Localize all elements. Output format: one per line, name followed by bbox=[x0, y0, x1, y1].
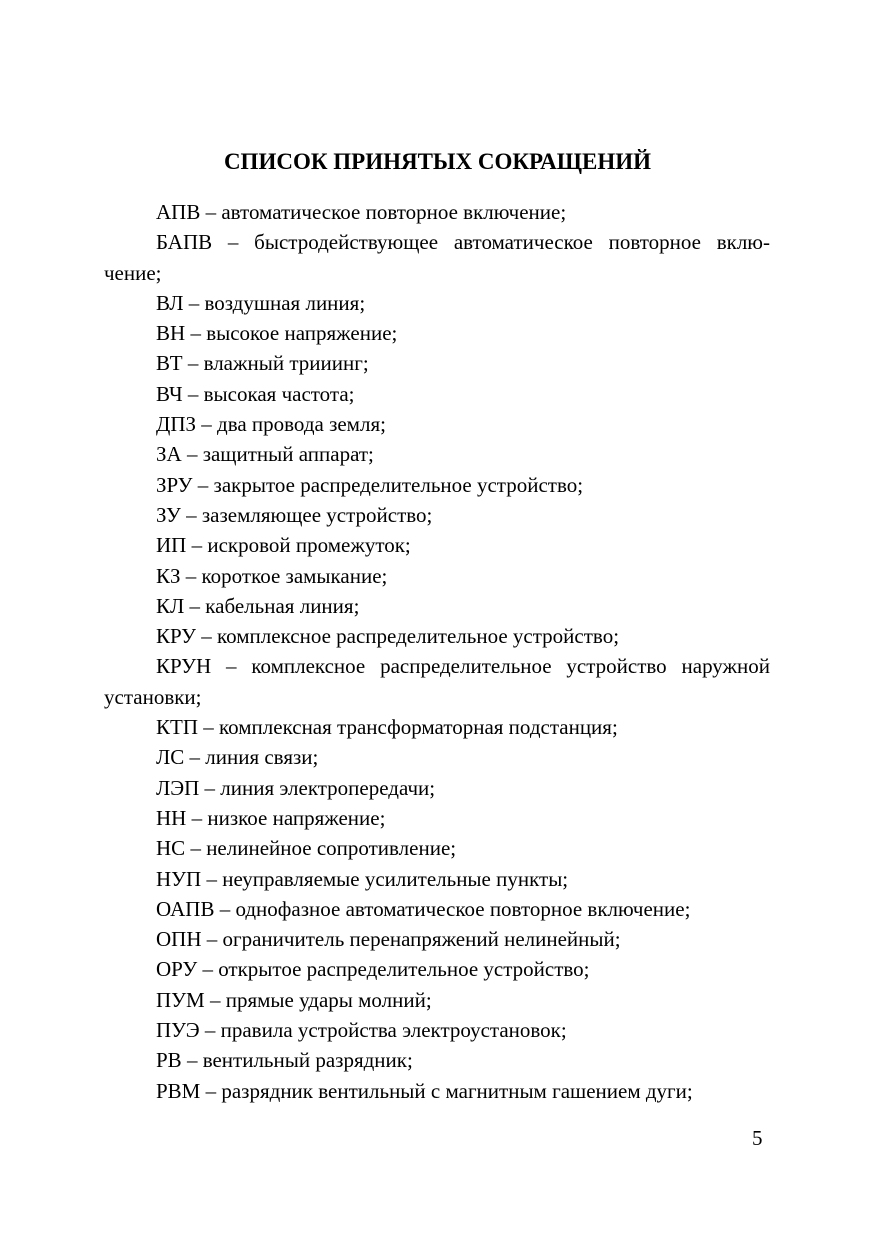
separator: – bbox=[211, 654, 252, 679]
definition: автоматическое повторное включение; bbox=[221, 200, 567, 224]
list-item bbox=[104, 742, 770, 772]
abbreviation: ПУМ bbox=[156, 987, 205, 1012]
separator: – bbox=[201, 866, 223, 891]
separator: – bbox=[181, 442, 203, 467]
definition: искровой промежуток; bbox=[207, 533, 411, 558]
definition: заземляющее устройство; bbox=[201, 502, 433, 527]
definition: однофазное автоматическое повторное включение; bbox=[235, 896, 691, 921]
list-item bbox=[104, 924, 770, 954]
list-item bbox=[104, 470, 770, 500]
page-title: СПИСОК ПРИНЯТЫХ СОКРАЩЕНИЙ bbox=[223, 149, 652, 174]
definition: открытое распределительное устройство; bbox=[218, 957, 590, 982]
list-item bbox=[104, 773, 770, 803]
abbreviation: КТП bbox=[156, 715, 198, 740]
list-item bbox=[104, 561, 770, 591]
definition: два провода земля; bbox=[217, 412, 386, 437]
abbreviation: БАПВ bbox=[156, 230, 213, 255]
separator: – bbox=[196, 624, 218, 649]
list-item bbox=[104, 227, 770, 288]
definition: неуправляемые усилительные пункты; bbox=[222, 866, 569, 891]
abbreviation: ПУЭ bbox=[156, 1018, 200, 1043]
definition: высокая частота; bbox=[203, 381, 355, 406]
definition: комплексная трансформаторная подстанция; bbox=[219, 715, 618, 740]
definition: воздушная линия; bbox=[204, 290, 366, 315]
list-item bbox=[104, 894, 770, 924]
separator: – bbox=[212, 230, 255, 255]
abbreviation: ЛС bbox=[156, 745, 185, 770]
separator: – bbox=[192, 472, 214, 497]
abbreviation: ЗУ bbox=[156, 502, 181, 527]
list-item bbox=[104, 1015, 770, 1045]
separator: – bbox=[184, 593, 206, 618]
list-item bbox=[104, 318, 770, 348]
abbreviation: ИП bbox=[156, 533, 187, 558]
abbreviation: ВН bbox=[156, 321, 186, 346]
abbreviation: ВЛ bbox=[156, 290, 184, 315]
list-item bbox=[104, 712, 770, 742]
definition: низкое напряжение; bbox=[207, 805, 386, 830]
definition: кабельная линия; bbox=[205, 593, 360, 618]
definition: влажный трииинг; bbox=[203, 351, 369, 376]
abbreviation-list bbox=[104, 197, 770, 1106]
list-item bbox=[104, 379, 770, 409]
definition: вентильный разрядник; bbox=[202, 1048, 413, 1073]
list-item bbox=[104, 500, 770, 530]
separator: – bbox=[186, 533, 208, 558]
list-item bbox=[104, 985, 770, 1015]
separator: – bbox=[201, 927, 223, 952]
abbreviation: КЛ bbox=[156, 593, 185, 618]
abbreviation: НН bbox=[156, 805, 187, 830]
separator: – bbox=[200, 1078, 222, 1103]
definition: линия связи; bbox=[205, 745, 319, 770]
separator: – bbox=[183, 290, 205, 315]
separator: – bbox=[180, 502, 202, 527]
definition: быстродействующее автоматическое повторное вклю-чение; bbox=[104, 230, 770, 285]
separator: – bbox=[184, 745, 206, 770]
abbreviation: ОПН bbox=[156, 927, 202, 952]
definition: линия электропередачи; bbox=[220, 775, 436, 800]
definition: короткое замыкание; bbox=[201, 563, 388, 588]
list-item bbox=[104, 288, 770, 318]
separator: – bbox=[185, 321, 207, 346]
abbreviation: ЗА bbox=[156, 442, 182, 467]
page-number: 5 bbox=[752, 1126, 763, 1150]
list-item bbox=[104, 1045, 770, 1075]
separator: – bbox=[199, 775, 221, 800]
list-item bbox=[104, 651, 770, 712]
separator: – bbox=[200, 200, 222, 224]
list-item bbox=[104, 409, 770, 439]
separator: – bbox=[197, 957, 219, 982]
separator: – bbox=[181, 1048, 203, 1073]
abbreviation: КРУ bbox=[156, 624, 197, 649]
list-item bbox=[104, 864, 770, 894]
list-item bbox=[104, 439, 770, 469]
definition: разрядник вентильный с магнитным гашением дуги; bbox=[221, 1078, 693, 1103]
list-item bbox=[104, 833, 770, 863]
separator: – bbox=[185, 836, 207, 861]
abbreviation: НС bbox=[156, 836, 186, 861]
separator: – bbox=[198, 715, 219, 740]
list-item bbox=[104, 530, 770, 560]
list-item bbox=[104, 348, 770, 378]
list-item bbox=[104, 197, 770, 227]
definition: ограничитель перенапряжений нелинейный; bbox=[222, 927, 621, 952]
abbreviation: КРУН bbox=[156, 654, 212, 679]
separator: – bbox=[180, 563, 202, 588]
abbreviation: РВ bbox=[156, 1048, 182, 1073]
list-item bbox=[104, 803, 770, 833]
separator: – bbox=[182, 381, 204, 406]
list-item bbox=[104, 621, 770, 651]
definition: комплексное распределительное устройство наружной установки; bbox=[104, 654, 770, 709]
separator: – bbox=[182, 351, 204, 376]
abbreviation: ВТ bbox=[156, 351, 183, 376]
definition: закрытое распределительное устройство; bbox=[213, 472, 584, 497]
abbreviation: ОАПВ bbox=[156, 896, 215, 921]
list-item bbox=[104, 954, 770, 984]
definition: высокое напряжение; bbox=[206, 321, 398, 346]
definition: комплексное распределительное устройство; bbox=[217, 624, 620, 649]
definition: прямые удары молний; bbox=[225, 987, 432, 1012]
separator: – bbox=[186, 805, 208, 830]
definition: защитный аппарат; bbox=[202, 442, 374, 467]
abbreviation: ЗРУ bbox=[156, 472, 193, 497]
abbreviation: НУП bbox=[156, 866, 202, 891]
definition: нелинейное сопротивление; bbox=[206, 836, 457, 861]
separator: – bbox=[196, 412, 218, 437]
separator: – bbox=[214, 896, 236, 921]
separator: – bbox=[199, 1018, 221, 1043]
definition: правила устройства электроустановок; bbox=[220, 1018, 567, 1043]
abbreviation: ОРУ bbox=[156, 957, 198, 982]
list-item bbox=[104, 591, 770, 621]
abbreviation: ДПЗ bbox=[156, 412, 197, 437]
separator: – bbox=[204, 987, 226, 1012]
abbreviation: РВМ bbox=[156, 1078, 201, 1103]
abbreviation: ВЧ bbox=[156, 381, 183, 406]
abbreviation: КЗ bbox=[156, 563, 181, 588]
list-item bbox=[104, 1076, 770, 1106]
abbreviation: АПВ bbox=[156, 200, 201, 224]
abbreviation: ЛЭП bbox=[156, 775, 200, 800]
